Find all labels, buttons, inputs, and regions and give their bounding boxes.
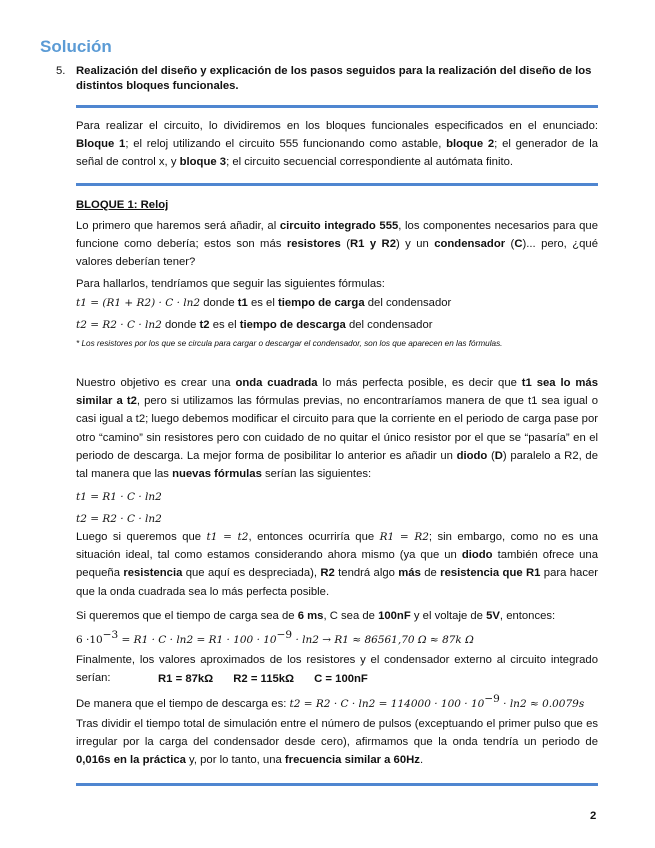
formula-t1-bold-2: tiempo de carga <box>277 297 365 309</box>
p3-text-4: ( <box>487 449 495 462</box>
item-number: 5. <box>56 65 66 77</box>
p1-text-1: Lo primero que haremos será añadir, al <box>76 220 280 232</box>
formula-t2-text-3: del condensador <box>345 319 433 331</box>
formula-t2-text-2: es el <box>209 319 240 331</box>
page-number: 2 <box>590 810 597 822</box>
p3-bold-5: nuevas fórmulas <box>172 468 262 481</box>
page-title: Solución <box>40 37 112 56</box>
p5-bold-2: 100nF <box>378 610 411 622</box>
paragraph-7 <box>76 693 598 712</box>
intro-text-4: ; el circuito secuencial correspondiente al autómata finito. <box>226 156 514 169</box>
new-formula-t1 <box>76 490 598 505</box>
p3-bold-4: D <box>494 449 503 462</box>
calc-part-a: 6 ·10 <box>76 634 103 646</box>
p4-text-2: , entonces ocurriría que <box>248 531 380 543</box>
formula-t1-text-3: del condensador <box>364 297 452 309</box>
p1-bold-2: resistores <box>286 238 341 251</box>
item-text: Realización del diseño y explicación de los pasos seguidos para la realización del diseño de los distintos bloques funcionales. <box>76 65 592 92</box>
divider-middle <box>76 183 598 186</box>
new-formula-t2-math: t2 = R2 · C · ln2 <box>76 513 162 525</box>
paragraph-5 <box>76 609 598 624</box>
p1-bold-5: C <box>514 238 523 251</box>
p4-bold-3: R2 <box>320 567 335 580</box>
p4-text-6: tendrá algo <box>334 567 399 580</box>
paragraph-3 <box>76 374 598 483</box>
intro-bold-3: bloque 3 <box>179 156 227 169</box>
value-r1: R1 = 87kΩ <box>158 673 214 685</box>
p7-math-2: · ln2 ≈ 0.0079s <box>499 698 585 710</box>
formula-t1-text-1: donde <box>200 297 238 309</box>
p5-bold-3: 5V <box>486 610 500 622</box>
value-r2: R2 = 115kΩ <box>233 673 295 685</box>
footnote: * Los resistores por los que se circula para cargar o descargar el condensador, son los que aparecen en las fórmulas. <box>76 339 503 348</box>
intro-bold-1: Bloque 1 <box>76 138 126 151</box>
p4-bold-5: resistencia que R1 <box>440 567 541 580</box>
p8-bold-1: 0,016s en la práctica <box>76 754 186 767</box>
paragraph-8 <box>76 715 598 770</box>
p3-text-1: Nuestro objetivo es crear una <box>76 377 236 389</box>
p7-math-exp: −9 <box>484 693 500 705</box>
value-c: C = 100nF <box>314 673 368 685</box>
p3-text-2: lo más perfecta posible, es decir que <box>317 377 522 389</box>
p4-bold-1: diodo <box>461 549 493 562</box>
intro-bold-2: bloque 2 <box>446 138 495 151</box>
divider-bottom <box>76 783 598 786</box>
p4-text-1: Luego si queremos que <box>76 531 207 543</box>
divider-top <box>76 105 598 108</box>
formula-t2-bold-1: t2 <box>199 319 210 331</box>
p4-bold-2: resistencia <box>123 567 183 580</box>
p7-math-1: t2 = R2 · C · ln2 = 114000 · 100 · 10 <box>289 698 485 710</box>
p1-bold-4: condensador <box>434 238 506 251</box>
paragraph-1 <box>76 217 598 272</box>
formula-t2-bold-2: tiempo de descarga <box>239 319 346 331</box>
intro-text-3: ; el generador de la señal de control x, y <box>76 138 598 169</box>
formula-t1-bold-1: t1 <box>237 297 248 309</box>
p4-text-7: de <box>420 567 441 580</box>
p4-text-3: ; sin embargo, como no es una situación ideal, tal como estamos considerando ahora mismo (ya que un <box>76 531 598 562</box>
p4-text-4: también ofrece una pequeña <box>76 549 598 580</box>
new-formula-t1-math: t1 = R1 · C · ln2 <box>76 491 162 503</box>
p3-bold-3: diodo <box>456 449 488 462</box>
calc-exp-b: −9 <box>276 629 293 641</box>
p3-bold-2: t1 sea lo más similar a t2 <box>76 377 598 408</box>
p1-text-2: , los componentes necesarios para que funcione como debería; estos son más <box>76 220 598 251</box>
p8-bold-2: frecuencia similar a 60Hz <box>284 754 420 767</box>
p5-text-2: , C sea de <box>323 610 379 622</box>
calc-part-c: · ln2 → R1 ≈ 86561,70 Ω ≈ 87k Ω <box>292 634 474 646</box>
intro-text-2: ; el reloj utilizando el circuito 555 funcionando como astable, <box>125 138 447 151</box>
section-title: BLOQUE 1: Reloj <box>76 199 169 211</box>
intro-text-1: Para realizar el circuito, lo dividiremos en los bloques funcionales especificados en el enunciado: <box>76 120 598 132</box>
p1-text-5: ( <box>505 238 515 251</box>
p5-bold-1: 6 ms <box>297 610 324 622</box>
intro-paragraph <box>76 117 598 172</box>
calc-exp-a: −3 <box>102 629 119 641</box>
p1-bold-1: circuito integrado 555 <box>279 220 399 232</box>
component-values <box>158 672 368 687</box>
formula-t2 <box>76 318 598 333</box>
p3-text-3: , pero si utilizamos las fórmulas previas, no encontraríamos manera de que t1 sea igual o casi igual a t2; luego debemos modificar el circuito para que la corriente en el periodo de carga pase por otro “camino” sin resistores pero con cuidado de no quitar el único resistor por el que se “pasaría” en el periodo de descarga. La mejor forma de posibilitar lo anterior es añadir un <box>76 395 598 462</box>
formula-t1-text-2: es el <box>247 297 278 309</box>
formula-t2-math: t2 = R2 · C · ln2 <box>76 319 162 331</box>
calculation-r1 <box>76 629 598 648</box>
p3-text-5: ) paralelo a R2, de tal manera que las <box>76 449 598 481</box>
formula-t2-text-1: donde <box>161 319 200 331</box>
formula-t1-math: t1 = (R1 + R2) · C · ln2 <box>76 297 201 309</box>
p1-text-3: ( <box>340 238 350 251</box>
p8-text-2: y, por lo tanto, una <box>185 754 285 767</box>
calc-part-b: = R1 · C · ln2 = R1 · 100 · 10 <box>118 634 277 646</box>
p1-bold-3: R1 y R2 <box>350 238 396 251</box>
p4-math-1: t1 = t2 <box>206 531 249 543</box>
p4-math-2: R1 = R2 <box>379 531 429 543</box>
new-formula-t2 <box>76 512 598 527</box>
p7-text-1: De manera que el tiempo de descarga es: <box>76 698 290 710</box>
p5-text-1: Si queremos que el tiempo de carga sea de <box>76 610 298 622</box>
p8-text-1: Tras dividir el tiempo total de simulación entre el número de pulsos (exceptuando el primer pulso que es irregular por la carga del condensador desde cero), afirmamos que la onda tendría un periodo de <box>76 718 598 749</box>
p1-text-4: ) y un <box>395 238 435 251</box>
p8-text-3: . <box>419 754 424 767</box>
p4-text-5: que aquí es despreciada), <box>182 567 321 580</box>
formula-t1 <box>76 296 598 311</box>
p4-text-8: para hacer que la onda cuadrada sea lo más perfecta posible. <box>76 567 599 598</box>
p3-bold-1: onda cuadrada <box>235 377 318 389</box>
p5-text-4: , entonces: <box>499 610 556 622</box>
p5-text-3: y el voltaje de <box>410 610 487 622</box>
paragraph-6: Finalmente, los valores aproximados de los resistores y el condensador externo al circuito integrado serían: <box>76 654 598 685</box>
p4-bold-4: más <box>398 567 421 580</box>
p3-text-6: serían las siguientes: <box>261 468 372 481</box>
paragraph-2: Para hallarlos, tendríamos que seguir las siguientes fórmulas: <box>76 278 385 290</box>
p1-text-6: )... pero, ¿qué valores deberían tener? <box>76 238 598 269</box>
paragraph-4 <box>76 528 598 601</box>
